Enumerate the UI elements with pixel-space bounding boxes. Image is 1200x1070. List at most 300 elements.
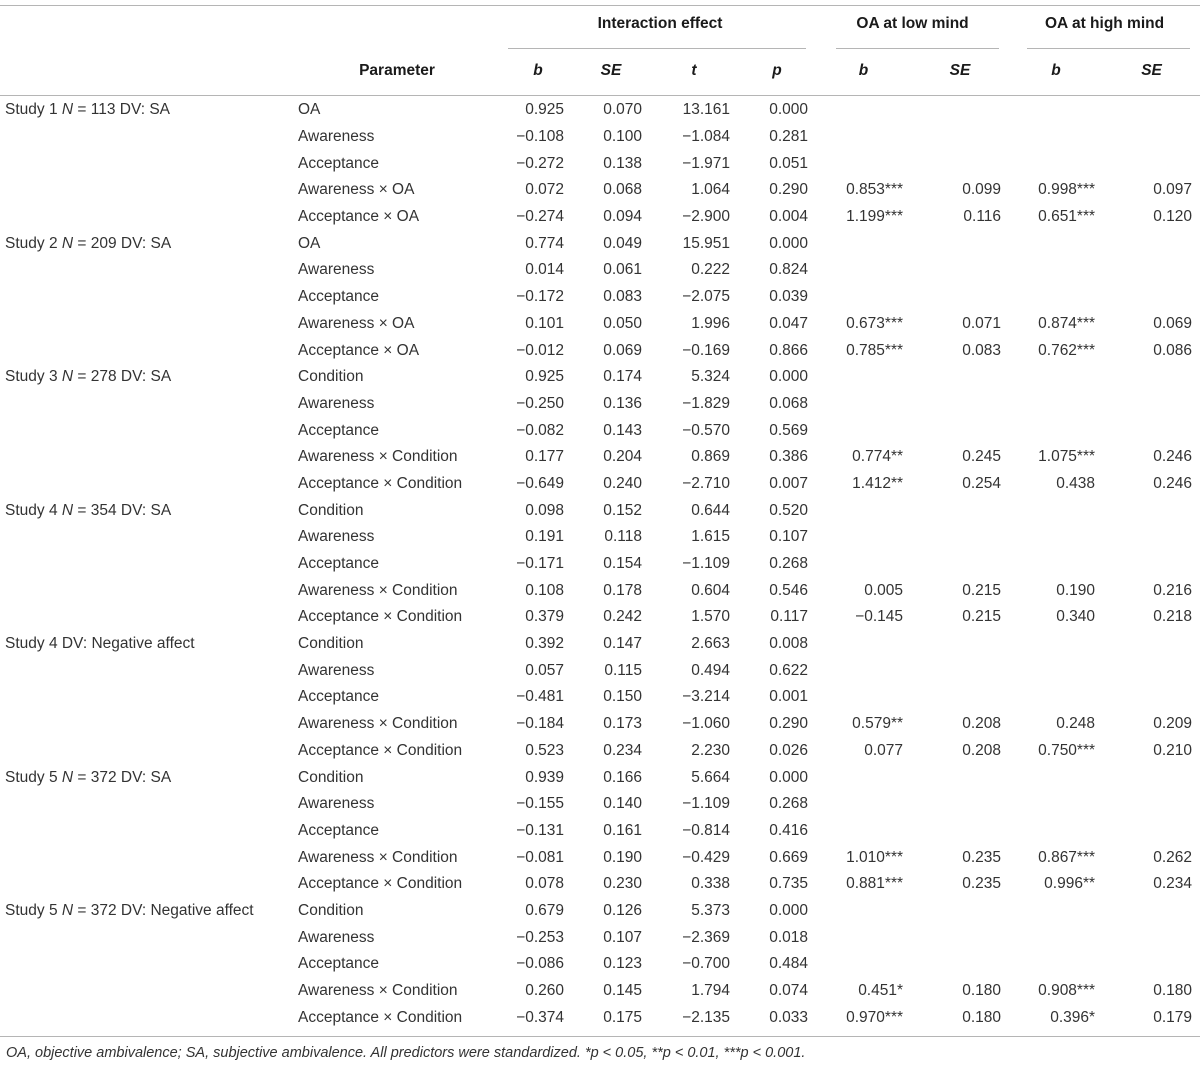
cell-high-b [1009, 951, 1103, 978]
cell-b: 0.098 [525, 501, 564, 519]
cell-low-se [911, 818, 1009, 845]
cell-b: 0.072 [525, 181, 564, 199]
cell-high-b [1009, 150, 1103, 177]
header-col-se: SE [600, 61, 622, 79]
parameter-label: Awareness × OA [298, 181, 415, 199]
cell-p: 0.416 [769, 821, 809, 839]
cell-high-b: 0.396* [1050, 1008, 1096, 1026]
cell-t: 1.996 [691, 314, 730, 332]
cell-low-se [911, 364, 1009, 391]
study-label [0, 951, 290, 978]
table-row [0, 94, 1200, 124]
low-mind-group-rule [836, 48, 999, 49]
header-col-high-se: SE [1141, 61, 1162, 79]
cell-high-b [1009, 524, 1103, 551]
cell-high-se: 0.069 [1153, 314, 1193, 332]
study-label [0, 204, 290, 231]
cell-low-se: 0.235 [962, 848, 1002, 866]
parameter-label: Awareness × Condition [298, 448, 458, 466]
study-label [0, 311, 290, 338]
cell-low-se: 0.116 [963, 208, 1002, 226]
cell-high-b: 1.075*** [1038, 448, 1096, 466]
cell-se: 0.138 [603, 154, 642, 172]
cell-t: −2.369 [682, 928, 730, 946]
cell-low-se [911, 924, 1009, 951]
cell-b: 0.177 [525, 448, 564, 466]
cell-low-b [816, 631, 911, 658]
cell-p: 0.484 [769, 955, 809, 973]
cell-high-se [1103, 924, 1200, 951]
cell-p: 0.117 [770, 608, 809, 626]
cell-low-se: 0.071 [962, 314, 1002, 332]
cell-high-b [1009, 230, 1103, 257]
parameter-label: Condition [298, 901, 364, 919]
parameter-label: Acceptance × Condition [298, 608, 463, 626]
cell-high-b: 0.908*** [1038, 982, 1096, 1000]
cell-se: 0.145 [603, 982, 642, 1000]
cell-t: 2.663 [691, 635, 730, 653]
cell-p: 0.866 [769, 341, 809, 359]
cell-low-se [911, 791, 1009, 818]
cell-p: 0.074 [769, 982, 809, 1000]
cell-se: 0.161 [603, 821, 642, 839]
cell-b: −0.081 [516, 848, 564, 866]
cell-t: −2.075 [682, 288, 730, 306]
parameter-label: Acceptance × OA [298, 341, 420, 359]
cell-high-b [1009, 124, 1103, 151]
table-row [0, 497, 1200, 524]
cell-p: 0.033 [769, 1008, 809, 1026]
study-label [0, 471, 290, 498]
cell-b: 0.774 [525, 234, 564, 252]
parameter-label: Acceptance × Condition [298, 875, 463, 893]
study-label [0, 711, 290, 738]
cell-low-se: 0.235 [962, 875, 1002, 893]
cell-high-se [1103, 818, 1200, 845]
cell-p: 0.000 [769, 101, 809, 119]
cell-low-b [816, 284, 911, 311]
cell-b: −0.184 [516, 715, 564, 733]
header-col-low-b: b [858, 61, 869, 79]
cell-high-se [1103, 551, 1200, 578]
cell-se: 0.140 [603, 795, 642, 813]
cell-se: 0.050 [603, 314, 642, 332]
cell-low-b [816, 230, 911, 257]
cell-b: 0.679 [525, 901, 564, 919]
cell-p: 0.004 [769, 208, 809, 226]
cell-p: 0.026 [769, 741, 809, 759]
cell-t: −1.971 [682, 154, 730, 172]
cell-b: −0.649 [516, 474, 564, 492]
cell-low-b [816, 951, 911, 978]
parameter-label: Awareness × Condition [298, 982, 458, 1000]
cell-p: 0.007 [769, 474, 809, 492]
parameter-label: Condition [298, 635, 364, 653]
study-label: Study 5 N = 372 DV: SA [5, 768, 172, 786]
cell-p: 0.268 [769, 555, 809, 573]
cell-high-b: 0.874*** [1038, 314, 1096, 332]
table-row [0, 551, 1200, 578]
cell-se: 0.100 [603, 128, 642, 146]
cell-high-se [1103, 497, 1200, 524]
cell-b: 0.057 [525, 661, 564, 679]
study-label [0, 684, 290, 711]
cell-low-se [911, 257, 1009, 284]
cell-b: 0.014 [525, 261, 564, 279]
cell-high-se: 0.120 [1153, 208, 1193, 226]
cell-low-b [816, 551, 911, 578]
cell-high-b [1009, 391, 1103, 418]
parameter-label: Acceptance [298, 288, 379, 306]
cell-low-b: 1.010*** [846, 848, 904, 866]
parameter-label: Acceptance [298, 955, 379, 973]
cell-low-b: 0.077 [864, 741, 904, 759]
cell-high-se [1103, 391, 1200, 418]
cell-se: 0.154 [603, 555, 642, 573]
cell-p: 0.018 [769, 928, 809, 946]
cell-low-b [816, 364, 911, 391]
cell-low-b [816, 898, 911, 925]
cell-high-b [1009, 364, 1103, 391]
cell-t: 0.494 [691, 661, 730, 679]
cell-se: 0.070 [603, 101, 642, 119]
cell-se: 0.136 [603, 394, 642, 412]
study-label [0, 818, 290, 845]
cell-p: 0.386 [769, 448, 809, 466]
table-row [0, 524, 1200, 551]
cell-low-se [911, 230, 1009, 257]
table-row [0, 124, 1200, 151]
cell-t: −2.710 [682, 474, 730, 492]
cell-t: 0.222 [691, 261, 730, 279]
cell-high-se [1103, 657, 1200, 684]
table-row [0, 150, 1200, 177]
cell-se: 0.143 [603, 421, 642, 439]
study-label [0, 924, 290, 951]
cell-b: −0.082 [516, 421, 564, 439]
study-label [0, 150, 290, 177]
table-row [0, 738, 1200, 765]
table-body [0, 94, 1200, 1031]
cell-high-se [1103, 257, 1200, 284]
cell-high-se: 0.086 [1153, 341, 1193, 359]
cell-t: −1.109 [682, 555, 730, 573]
table-row [0, 764, 1200, 791]
table-row [0, 364, 1200, 391]
study-label [0, 604, 290, 631]
study-label: Study 1 N = 113 DV: SA [5, 101, 171, 119]
header-parameter: Parameter [359, 61, 435, 79]
parameter-label: Awareness × OA [298, 314, 415, 332]
cell-t: −1.109 [682, 795, 730, 813]
cell-t: −0.570 [682, 421, 730, 439]
cell-se: 0.242 [603, 608, 642, 626]
cell-se: 0.083 [603, 288, 642, 306]
study-label: Study 4 DV: Negative affect [5, 635, 195, 653]
cell-t: 1.794 [691, 982, 730, 1000]
cell-low-b [816, 94, 911, 124]
cell-p: 0.268 [769, 795, 809, 813]
cell-low-se [911, 657, 1009, 684]
cell-b: −0.374 [516, 1008, 564, 1026]
table-row [0, 711, 1200, 738]
cell-low-se: 0.245 [962, 448, 1002, 466]
cell-high-se: 0.180 [1153, 982, 1193, 1000]
cell-p: 0.008 [769, 635, 809, 653]
cell-low-b: 0.881*** [846, 875, 904, 893]
cell-low-se [911, 94, 1009, 124]
cell-high-b [1009, 684, 1103, 711]
cell-p: 0.622 [769, 661, 809, 679]
table-row [0, 791, 1200, 818]
cell-low-b [816, 150, 911, 177]
parameter-label: Acceptance × OA [298, 208, 420, 226]
cell-low-se [911, 497, 1009, 524]
cell-t: 1.615 [691, 528, 730, 546]
study-label [0, 284, 290, 311]
study-label [0, 871, 290, 898]
header-bottom-rule [0, 95, 1200, 96]
study-label [0, 257, 290, 284]
cell-se: 0.115 [604, 661, 642, 679]
cell-t: −0.700 [682, 955, 730, 973]
cell-low-b: 0.785*** [846, 341, 904, 359]
cell-b: 0.101 [525, 314, 564, 332]
cell-t: 13.161 [682, 101, 730, 119]
table-row [0, 230, 1200, 257]
cell-p: 0.000 [769, 901, 809, 919]
cell-se: 0.123 [603, 955, 642, 973]
study-label: Study 5 N = 372 DV: Negative affect [5, 901, 254, 919]
high-mind-group-rule [1027, 48, 1190, 49]
cell-p: 0.000 [769, 768, 809, 786]
cell-low-se [911, 124, 1009, 151]
table-row [0, 871, 1200, 898]
cell-se: 0.061 [603, 261, 642, 279]
cell-low-b: 0.853*** [846, 181, 904, 199]
cell-high-se [1103, 417, 1200, 444]
cell-low-b [816, 791, 911, 818]
study-label [0, 524, 290, 551]
cell-low-b [816, 497, 911, 524]
study-label [0, 337, 290, 364]
cell-p: 0.000 [769, 234, 809, 252]
cell-high-b [1009, 924, 1103, 951]
cell-low-b [816, 684, 911, 711]
cell-p: 0.290 [769, 715, 809, 733]
cell-low-b [816, 257, 911, 284]
cell-p: 0.546 [769, 581, 809, 599]
cell-high-b: 0.867*** [1038, 848, 1096, 866]
cell-t: −2.900 [682, 208, 730, 226]
table-row [0, 818, 1200, 845]
cell-b: −0.172 [516, 288, 564, 306]
cell-b: −0.131 [516, 821, 564, 839]
cell-high-se [1103, 364, 1200, 391]
cell-t: −1.084 [682, 128, 730, 146]
cell-se: 0.230 [603, 875, 642, 893]
cell-high-se: 0.262 [1153, 848, 1193, 866]
cell-high-b [1009, 417, 1103, 444]
study-label: Study 4 N = 354 DV: SA [5, 501, 172, 519]
cell-high-b: 0.651*** [1038, 208, 1096, 226]
cell-low-se [911, 898, 1009, 925]
cell-low-se: 0.208 [962, 741, 1002, 759]
cell-low-b: 1.199*** [846, 208, 904, 226]
header-col-b: b [533, 61, 543, 79]
cell-low-b [816, 391, 911, 418]
cell-t: 1.064 [691, 181, 730, 199]
cell-t: 15.951 [682, 234, 730, 252]
cell-low-se [911, 684, 1009, 711]
cell-low-se: 0.215 [962, 608, 1002, 626]
parameter-label: Acceptance [298, 821, 379, 839]
cell-se: 0.126 [603, 901, 642, 919]
cell-high-se: 0.097 [1153, 181, 1193, 199]
cell-low-b: 0.579** [852, 715, 904, 733]
table-row [0, 391, 1200, 418]
parameter-label: Acceptance [298, 421, 379, 439]
cell-b: −0.250 [516, 394, 564, 412]
cell-t: −0.814 [682, 821, 730, 839]
cell-high-b [1009, 257, 1103, 284]
cell-high-se [1103, 524, 1200, 551]
cell-b: 0.379 [525, 608, 564, 626]
cell-b: 0.191 [525, 528, 564, 546]
cell-high-b [1009, 631, 1103, 658]
cell-low-b: 0.673*** [846, 314, 904, 332]
study-label [0, 551, 290, 578]
cell-low-se: 0.180 [962, 982, 1002, 1000]
table-row [0, 257, 1200, 284]
study-label [0, 391, 290, 418]
cell-high-se [1103, 230, 1200, 257]
table-row [0, 204, 1200, 231]
table-row [0, 978, 1200, 1005]
parameter-label: Awareness [298, 528, 375, 546]
cell-se: 0.175 [603, 1008, 642, 1026]
cell-low-b: −0.145 [855, 608, 904, 626]
cell-low-se [911, 764, 1009, 791]
cell-high-b [1009, 818, 1103, 845]
cell-se: 0.069 [603, 341, 642, 359]
cell-high-se [1103, 951, 1200, 978]
cell-high-b: 0.340 [1056, 608, 1096, 626]
cell-se: 0.094 [603, 208, 642, 226]
cell-se: 0.174 [603, 368, 642, 386]
cell-low-b: 0.970*** [846, 1008, 904, 1026]
cell-b: 0.925 [525, 101, 564, 119]
cell-se: 0.068 [603, 181, 642, 199]
parameter-label: Awareness × Condition [298, 848, 458, 866]
cell-b: −0.012 [516, 341, 564, 359]
study-label [0, 444, 290, 471]
cell-p: 0.735 [769, 875, 809, 893]
table-row [0, 844, 1200, 871]
cell-p: 0.068 [769, 394, 809, 412]
cell-b: 0.925 [525, 368, 564, 386]
cell-b: 0.392 [525, 635, 564, 653]
header-empty [0, 0, 290, 47]
cell-high-se [1103, 764, 1200, 791]
cell-p: 0.569 [769, 421, 809, 439]
cell-t: −1.060 [682, 715, 730, 733]
cell-p: 0.669 [769, 848, 809, 866]
parameter-label: Awareness [298, 128, 375, 146]
study-label [0, 657, 290, 684]
parameter-label: Acceptance [298, 154, 379, 172]
cell-low-b: 0.451* [858, 982, 904, 1000]
study-label [0, 417, 290, 444]
cell-low-b [816, 924, 911, 951]
cell-low-se: 0.254 [962, 474, 1002, 492]
header-col-p: p [772, 61, 782, 79]
cell-t: 5.664 [691, 768, 730, 786]
cell-p: 0.520 [769, 501, 809, 519]
cell-high-se [1103, 284, 1200, 311]
parameter-label: OA [298, 234, 321, 252]
cell-low-se [911, 150, 1009, 177]
cell-b: −0.272 [516, 154, 564, 172]
cell-high-se [1103, 684, 1200, 711]
cell-high-b: 0.190 [1056, 581, 1096, 599]
parameter-label: Awareness × Condition [298, 581, 458, 599]
cell-high-se: 0.216 [1153, 581, 1193, 599]
cell-p: 0.290 [769, 181, 809, 199]
cell-b: 0.260 [525, 982, 564, 1000]
parameter-label: Acceptance × Condition [298, 1008, 463, 1026]
header-col-high-b: b [1051, 61, 1061, 79]
cell-low-se [911, 391, 1009, 418]
cell-low-b [816, 524, 911, 551]
cell-t: −1.829 [682, 394, 730, 412]
cell-high-se: 0.218 [1153, 608, 1193, 626]
cell-high-b: 0.248 [1056, 715, 1096, 733]
cell-high-b: 0.762*** [1038, 341, 1096, 359]
parameter-label: Awareness [298, 261, 375, 279]
cell-high-b [1009, 551, 1103, 578]
cell-low-b [816, 124, 911, 151]
cell-b: 0.523 [525, 741, 564, 759]
cell-high-b [1009, 94, 1103, 124]
cell-high-b [1009, 764, 1103, 791]
header-oa-low-mind: OA at low mind [856, 14, 969, 32]
parameter-label: Awareness [298, 661, 375, 679]
cell-se: 0.173 [603, 715, 642, 733]
parameter-label: Awareness [298, 394, 375, 412]
cell-b: −0.108 [516, 128, 564, 146]
cell-high-b: 0.438 [1056, 474, 1096, 492]
header-col-t: t [691, 61, 697, 79]
cell-b: 0.939 [525, 768, 564, 786]
cell-low-se [911, 631, 1009, 658]
cell-p: 0.000 [769, 368, 809, 386]
table-row [0, 657, 1200, 684]
cell-high-b [1009, 657, 1103, 684]
table-row [0, 471, 1200, 498]
table-row [0, 1004, 1200, 1031]
cell-t: 1.570 [691, 608, 730, 626]
cell-t: 2.230 [691, 741, 730, 759]
parameter-label: Awareness × Condition [298, 715, 458, 733]
study-label [0, 844, 290, 871]
parameter-label: Condition [298, 368, 364, 386]
cell-high-se [1103, 150, 1200, 177]
cell-low-b: 1.412** [852, 474, 904, 492]
cell-t: 5.373 [691, 901, 730, 919]
table-row [0, 311, 1200, 338]
study-label [0, 738, 290, 765]
